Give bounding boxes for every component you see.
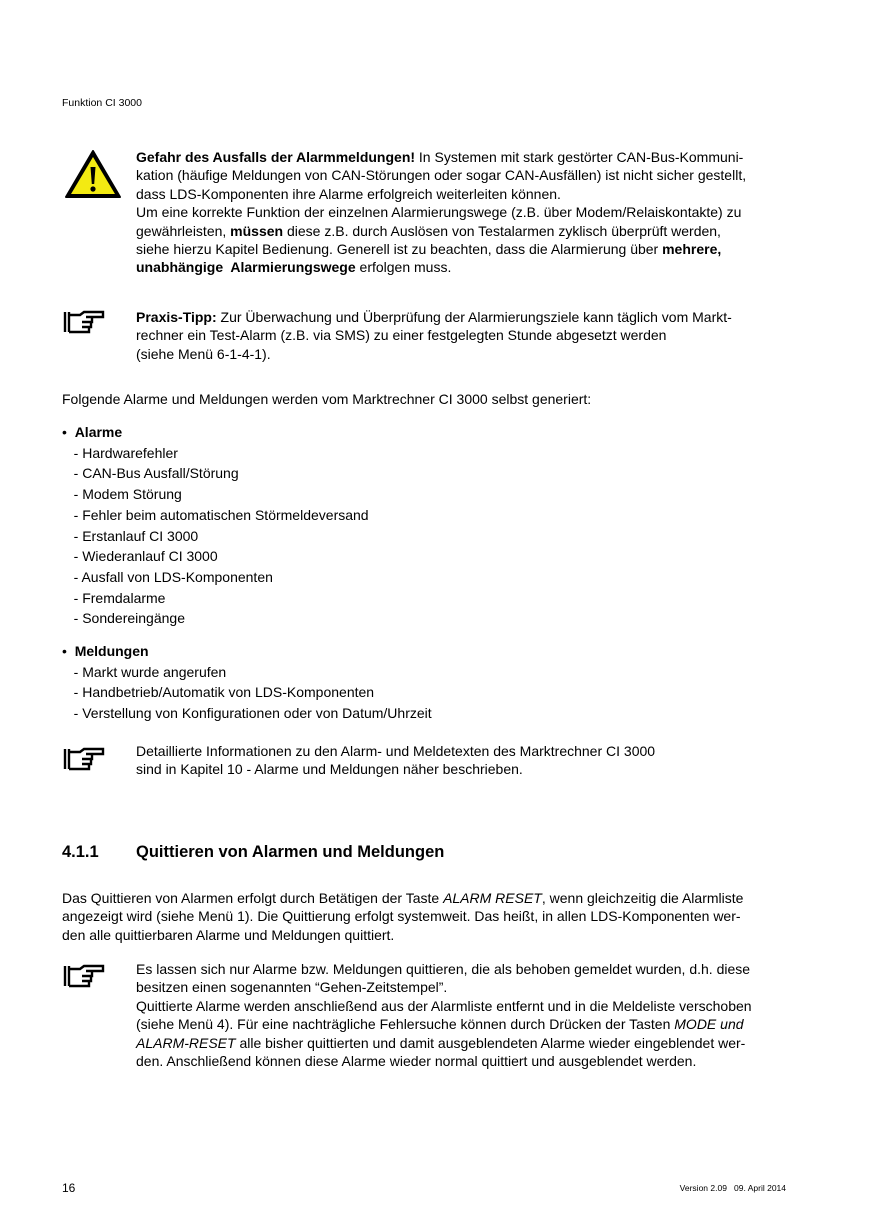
text-line bbox=[62, 907, 743, 925]
text-line bbox=[62, 390, 591, 408]
text-line bbox=[62, 662, 432, 683]
text-line bbox=[136, 326, 732, 344]
text-line bbox=[136, 148, 746, 166]
alarm-list bbox=[62, 422, 369, 629]
text-line bbox=[136, 742, 655, 760]
text-line bbox=[62, 641, 432, 662]
text-line bbox=[62, 463, 369, 484]
text-segment: Es lassen sich nur Alarme bzw. Meldungen quittieren, die als behoben gemeldet wurden, d.h. diese bbox=[136, 961, 751, 977]
bold-text: Meldungen bbox=[74, 643, 149, 659]
text-line bbox=[62, 546, 369, 567]
text-line bbox=[136, 960, 752, 978]
text-line bbox=[62, 608, 369, 629]
text-line bbox=[136, 345, 732, 363]
text-segment: • bbox=[62, 643, 75, 659]
text-line bbox=[136, 185, 746, 203]
text-line bbox=[136, 308, 732, 326]
text-segment: rechner ein Test-Alarm (z.B. via SMS) zu einer festgelegten Stunde abgesetzt werden bbox=[136, 327, 667, 344]
text-segment: Quittierte Alarme werden anschließend aus der Alarmliste entfernt und in die Meldeliste verschoben bbox=[136, 997, 752, 1014]
text-segment: - Fremdalarme bbox=[62, 589, 166, 606]
bold-text: mehrere, bbox=[662, 241, 722, 258]
text-segment: - Handbetrieb/Automatik von LDS-Komponenten bbox=[62, 684, 375, 701]
text-line bbox=[136, 997, 752, 1015]
text-segment: , wenn gleichzeitig die Alarmliste bbox=[541, 890, 744, 906]
bold-text: Praxis-Tipp: bbox=[136, 309, 217, 325]
text-line bbox=[62, 588, 369, 609]
text-line bbox=[136, 1052, 752, 1070]
section-title: Quittieren von Alarmen und Meldungen bbox=[136, 843, 445, 861]
text-segment: erfolgen muss. bbox=[355, 259, 452, 276]
text-segment: siehe hierzu Kapitel Bedienung. Generell ist zu beachten, dass die Alarmierung über bbox=[136, 241, 663, 258]
tip-acknowledge bbox=[136, 960, 752, 1070]
text-segment: - Sondereingänge bbox=[62, 610, 185, 627]
text-segment: (siehe Menü 6-1-4-1). bbox=[136, 345, 271, 362]
pointing-hand-icon bbox=[62, 746, 106, 772]
text-line bbox=[136, 760, 655, 778]
text-line bbox=[136, 978, 752, 996]
tip-praxis bbox=[136, 308, 732, 363]
bold-text: Alarme bbox=[74, 424, 123, 440]
text-segment: - Erstanlauf CI 3000 bbox=[62, 527, 199, 544]
text-segment: (siehe Menü 4). Für eine nachträgliche Fehlersuche können durch Drücken der Tasten bbox=[136, 1016, 675, 1033]
text-line bbox=[136, 203, 746, 221]
text-segment: - Markt wurde angerufen bbox=[62, 663, 227, 680]
section-number: 4.1.1 bbox=[62, 843, 99, 861]
page-number: 16 bbox=[62, 1181, 76, 1195]
italic-text: MODE und bbox=[674, 1016, 744, 1033]
text-segment: den. Anschließend können diese Alarme wieder normal quittiert und ausgeblendet werden. bbox=[136, 1053, 697, 1070]
text-line bbox=[136, 1015, 752, 1033]
text-segment: besitzen einen sogenannten “Gehen-Zeitstempel”. bbox=[136, 979, 448, 996]
text-line bbox=[62, 422, 369, 443]
intro-text bbox=[62, 390, 591, 408]
text-segment: Folgende Alarme und Meldungen werden vom Marktrechner CI 3000 selbst generiert: bbox=[62, 391, 592, 407]
text-segment: • bbox=[62, 424, 75, 440]
text-segment: - Ausfall von LDS-Komponenten bbox=[62, 568, 273, 585]
warning-text bbox=[136, 148, 746, 277]
text-line bbox=[62, 567, 369, 588]
message-list bbox=[62, 641, 432, 724]
text-segment: Das Quittieren von Alarmen erfolgt durch Betätigen der Taste bbox=[62, 890, 444, 906]
italic-text: ALARM-RESET bbox=[136, 1034, 236, 1051]
text-segment: sind in Kapitel 10 - Alarme und Meldungen näher beschrieben. bbox=[136, 761, 523, 778]
text-segment: den alle quittierbaren Alarme und Meldungen quittiert. bbox=[62, 926, 395, 943]
text-segment: Um eine korrekte Funktion der einzelnen Alarmierungswege (z.B. über Modem/Relaiskontakte) zu bbox=[136, 204, 742, 221]
text-segment: dass LDS-Komponenten ihre Alarme erfolgreich weiterleiten können. bbox=[136, 185, 561, 202]
text-segment: Zur Überwachung und Überprüfung der Alarmierungsziele kann täglich vom Markt- bbox=[216, 309, 732, 325]
tip-details bbox=[136, 742, 655, 779]
text-line bbox=[62, 703, 432, 724]
text-segment: - Hardwarefehler bbox=[62, 444, 178, 461]
text-line bbox=[62, 526, 369, 547]
text-line bbox=[136, 240, 746, 258]
text-segment: - Fehler beim automatischen Störmeldeversand bbox=[62, 506, 369, 523]
running-header: Funktion CI 3000 bbox=[62, 97, 142, 109]
section-paragraph bbox=[62, 889, 743, 944]
text-line bbox=[62, 484, 369, 505]
text-line bbox=[62, 926, 743, 944]
text-segment: - Modem Störung bbox=[62, 486, 182, 503]
text-segment: alle bisher quittierten und damit ausgeblendeten Alarme wieder eingeblendet wer- bbox=[235, 1034, 746, 1051]
text-line bbox=[136, 1034, 752, 1052]
text-segment: angezeigt wird (siehe Menü 1). Die Quittierung erfolgt systemweit. Das heißt, in allen LDS-Komponenten wer- bbox=[62, 908, 741, 925]
text-segment: In Systemen mit stark gestörter CAN-Bus-Kommuni- bbox=[415, 149, 744, 165]
warning-triangle-icon bbox=[64, 149, 122, 199]
text-segment: gewährleisten, bbox=[136, 222, 231, 239]
text-line bbox=[62, 889, 743, 907]
text-line bbox=[136, 166, 746, 184]
text-segment: diese z.B. durch Auslösen von Testalarmen zyklisch überprüft werden, bbox=[283, 222, 721, 239]
bold-text: unabhängige Alarmierungswege bbox=[136, 259, 356, 276]
text-segment: - Verstellung von Konfigurationen oder von Datum/Uhrzeit bbox=[62, 705, 432, 722]
text-segment: Detaillierte Informationen zu den Alarm- und Meldetexten des Marktrechner CI 3000 bbox=[136, 743, 656, 759]
text-line bbox=[62, 682, 432, 703]
text-segment: kation (häufige Meldungen von CAN-Störungen oder sogar CAN-Ausfällen) ist nicht sicher gestellt, bbox=[136, 167, 747, 184]
text-line bbox=[136, 222, 746, 240]
version-info: Version 2.09 09. April 2014 bbox=[679, 1183, 786, 1193]
pointing-hand-icon bbox=[62, 309, 106, 335]
text-line bbox=[62, 443, 369, 464]
bold-text: müssen bbox=[230, 222, 284, 239]
text-segment: - CAN-Bus Ausfall/Störung bbox=[62, 465, 239, 482]
text-line bbox=[62, 505, 369, 526]
pointing-hand-icon bbox=[62, 963, 106, 989]
italic-text: ALARM RESET bbox=[443, 890, 542, 906]
text-segment: - Wiederanlauf CI 3000 bbox=[62, 548, 218, 565]
text-line bbox=[136, 258, 746, 276]
bold-text: Gefahr des Ausfalls der Alarmmeldungen! bbox=[136, 149, 416, 165]
